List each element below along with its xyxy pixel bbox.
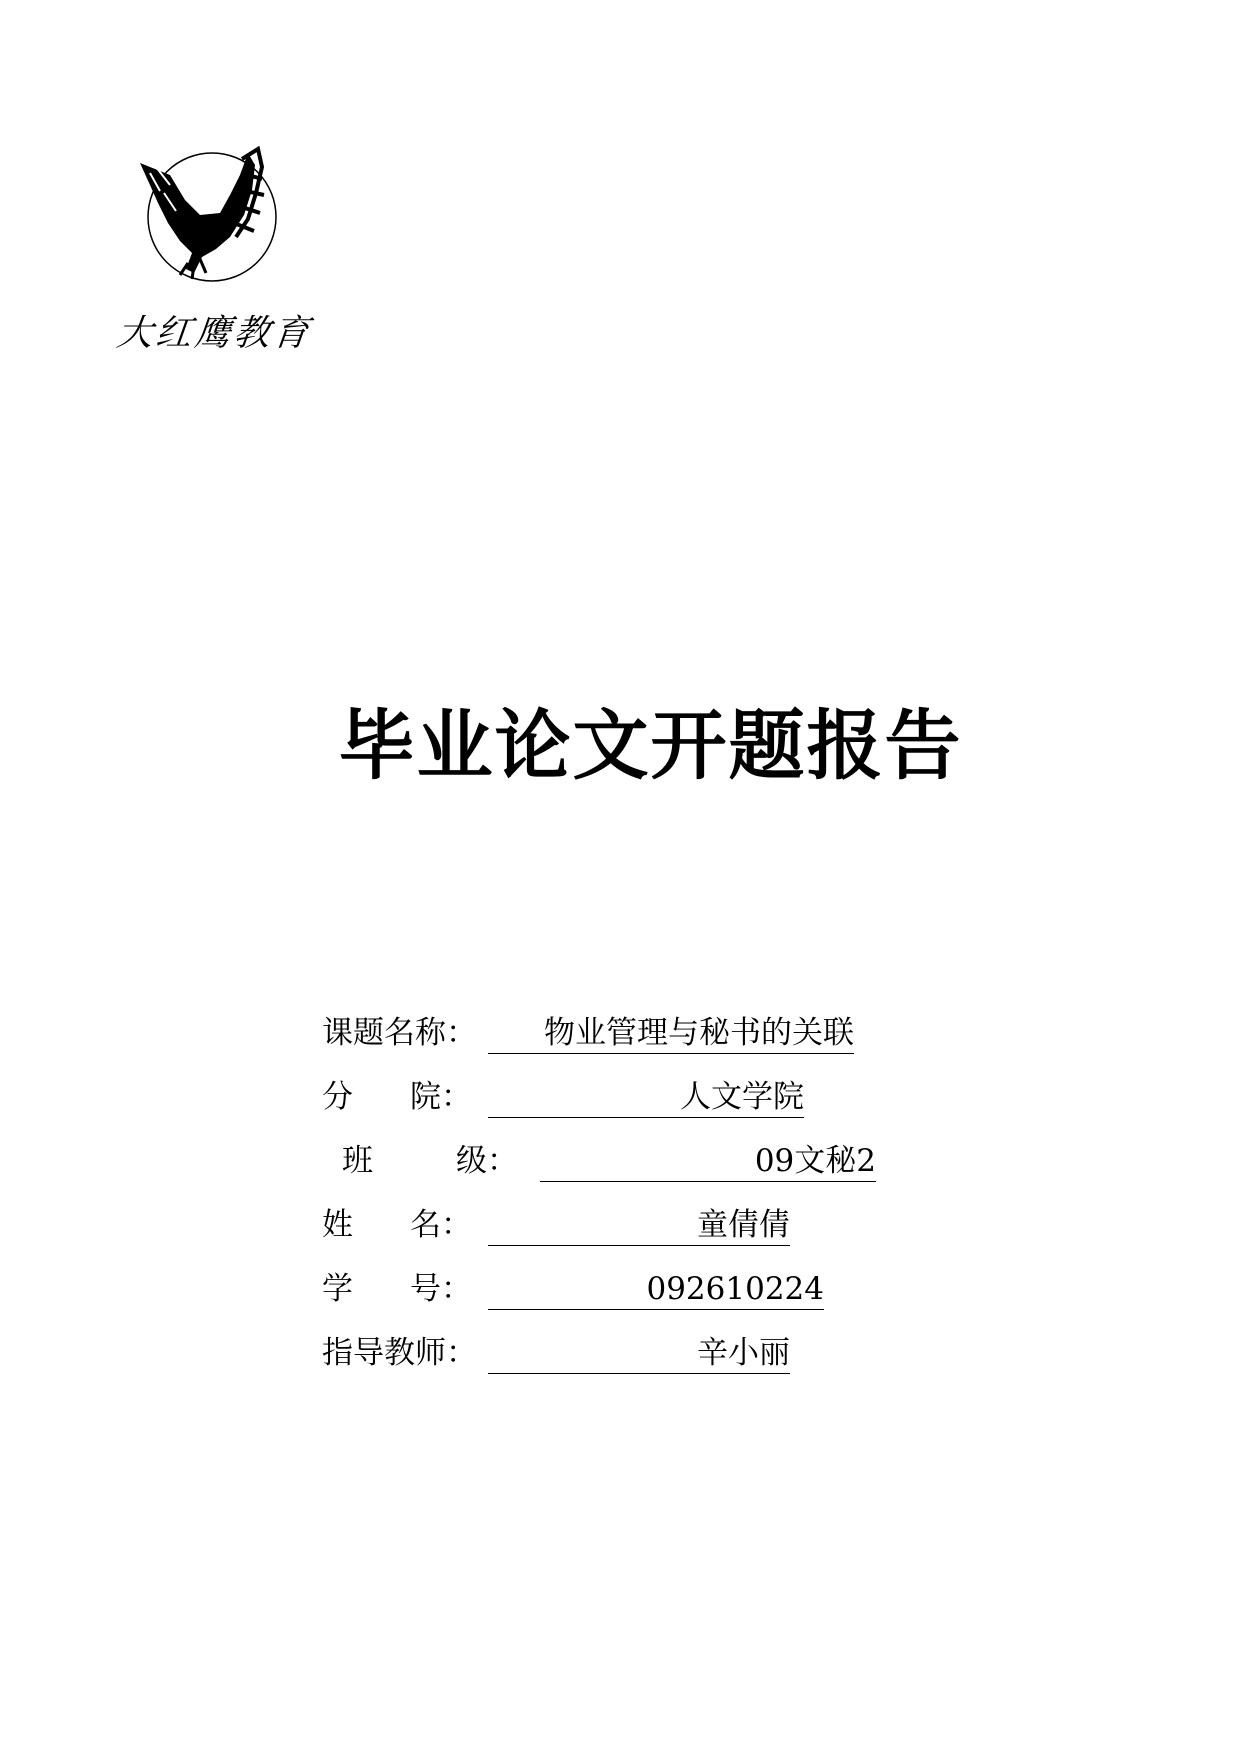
field-value: 092610224 [488,1266,824,1310]
field-value: 物业管理与秘书的关联 [488,1010,854,1054]
field-label [322,1266,472,1312]
field-value: 人文学院 [488,1074,804,1118]
field-label-text: 班 [342,1143,373,1179]
eagle-in-circle-icon [130,145,280,285]
page-title: 毕业论文开题报告 [338,701,963,790]
field-label-text: 院： [410,1079,472,1115]
field-label-text: 课题名称： [322,1015,477,1051]
field-label [322,1074,472,1120]
field-label-text: 分 [322,1079,353,1115]
field-label-text: 指导教师： [322,1335,477,1371]
field-label-text: 学 [322,1271,353,1307]
field-value: 辛小丽 [488,1330,790,1374]
field-label [322,1010,486,1056]
field-label [322,1202,472,1248]
logo [114,145,314,355]
field-label-text: 号： [410,1271,472,1307]
logo-text: 大红鹰教育 [114,313,314,354]
field-label [342,1138,518,1184]
field-label [322,1330,486,1376]
field-value: 09文秘2 [540,1138,876,1182]
field-value: 童倩倩 [488,1202,790,1246]
field-label-text: 级： [456,1143,518,1179]
field-label-text: 名： [410,1207,472,1243]
field-label-text: 姓 [322,1207,353,1243]
